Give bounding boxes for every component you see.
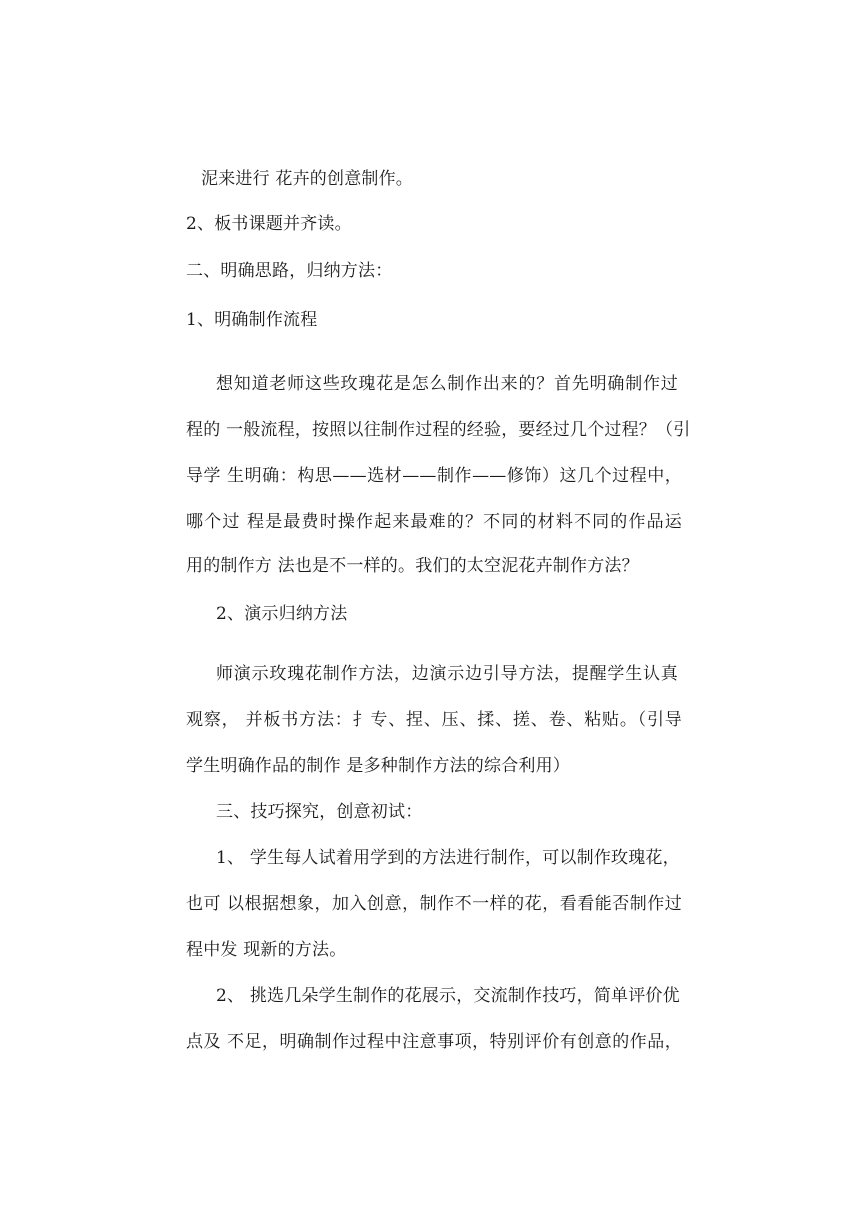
paragraph-line: 点及 不足，明确制作过程中注意事项，特别评价有创意的作品， [186, 1032, 682, 1052]
paragraph-line: 程的 一般流程，按照以往制作过程的经验，要经过几个过程？（引 [186, 420, 691, 440]
paragraph-line: 1、 学生每人试着用学到的方法进行制作，可以制作玫瑰花， [216, 848, 680, 868]
paragraph-line: 师演示玫瑰花制作方法，边演示边引导方法，提醒学生认真 [216, 664, 678, 684]
subsection-heading: 2、演示归纳方法 [216, 604, 348, 624]
paragraph-line: 导学 生明确：构思——选材——制作——修饰）这几个过程中， [186, 466, 682, 486]
subsection-heading: 1、明确制作流程 [186, 310, 318, 330]
list-item-heading: 2、板书课题并齐读。 [186, 214, 352, 234]
paragraph-line: 观察， 并板书方法：扌专、捏、压、揉、搓、卷、粘贴。（引导 [186, 710, 682, 730]
section-heading: 二、明确思路，归纳方法： [186, 261, 393, 281]
paragraph-line: 也可 以根据想象，加入创意，制作不一样的花，看看能否制作过 [186, 894, 682, 914]
paragraph-line: 用的制作方 法也是不一样的。我们的太空泥花卉制作方法？ [186, 556, 639, 576]
paragraph-line: 想知道老师这些玫瑰花是怎么制作出来的？首先明确制作过 [216, 374, 678, 394]
text-line: 泥来进行 花卉的创意制作。 [201, 169, 414, 189]
paragraph-line: 哪个过 程是最费时操作起来最难的？不同的材料不同的作品运 [186, 512, 682, 532]
paragraph-line: 2、 挑选几朵学生制作的花展示，交流制作技巧，简单评价优 [216, 986, 680, 1006]
paragraph-line: 学生明确作品的制作 是多种制作方法的综合利用） [186, 756, 571, 776]
paragraph-line: 程中发 现新的方法。 [186, 940, 347, 960]
section-heading: 三、技巧探究，创意初试： [216, 802, 423, 822]
